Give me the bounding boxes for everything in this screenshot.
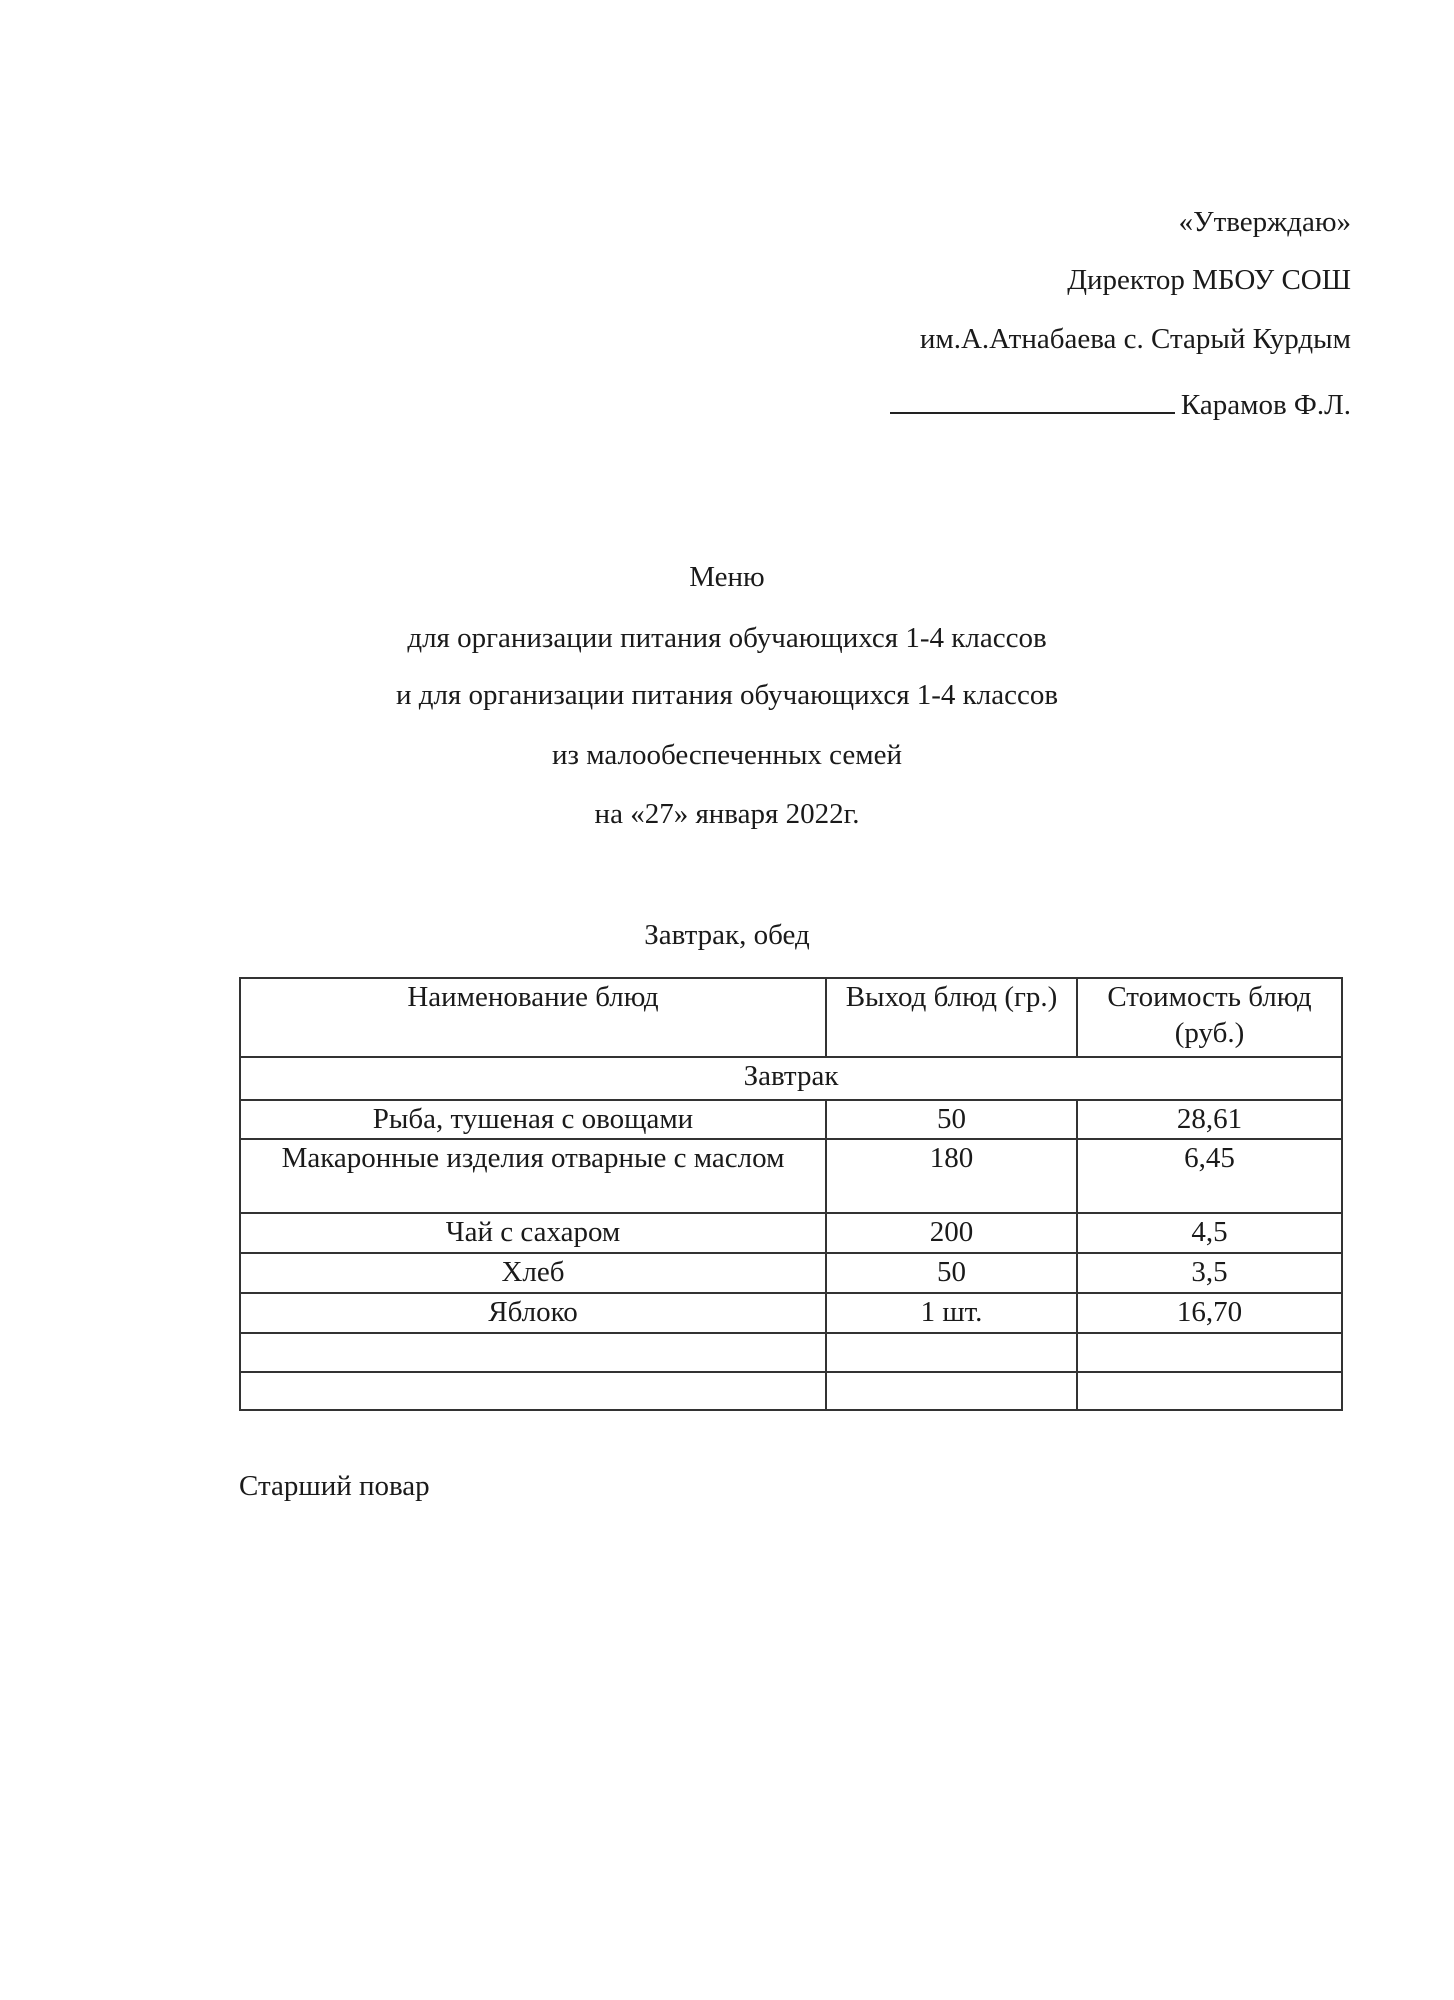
- dish-yield: 50: [826, 1100, 1077, 1139]
- approval-signature: [890, 386, 1351, 422]
- table-row: [240, 1293, 1342, 1333]
- dish-cost: 16,70: [1077, 1293, 1342, 1333]
- dish-cost: 28,61: [1077, 1100, 1342, 1139]
- dish-yield: 180: [826, 1139, 1077, 1213]
- table-header-row: [240, 978, 1342, 1057]
- doc-date: на «27» января 2022г.: [594, 798, 860, 830]
- header-cost: Стоимость блюд (руб.): [1077, 978, 1342, 1057]
- dish-name: Хлеб: [240, 1253, 826, 1293]
- cook-signature-label: Старший повар: [239, 1470, 430, 1502]
- doc-subtitle-3: из малообеспеченных семей: [551, 739, 903, 771]
- dish-cost: 6,45: [1077, 1139, 1342, 1213]
- dish-yield: 200: [826, 1213, 1077, 1253]
- dish-name: Рыба, тушеная с овощами: [240, 1100, 826, 1139]
- approval-title: «Утверждаю»: [1178, 206, 1351, 238]
- table-row: [240, 1139, 1342, 1213]
- dish-cost: 4,5: [1077, 1213, 1342, 1253]
- meal-label: Завтрак, обед: [644, 919, 810, 951]
- dish-name: Яблоко: [240, 1293, 826, 1333]
- table-row: [240, 1100, 1342, 1139]
- dish-cost: 3,5: [1077, 1253, 1342, 1293]
- empty-row: [240, 1372, 1342, 1410]
- doc-subtitle-1: для организации питания обучающихся 1-4 классов: [407, 622, 1047, 654]
- approval-school: им.А.Атнабаева с. Старый Курдым: [919, 323, 1351, 355]
- approval-name: Карамов Ф.Л.: [1180, 389, 1351, 421]
- menu-table: [239, 977, 1343, 1411]
- dish-yield: 1 шт.: [826, 1293, 1077, 1333]
- table-row: [240, 1253, 1342, 1293]
- dish-name: Макаронные изделия отварные с маслом: [240, 1139, 826, 1213]
- header-yield: Выход блюд (гр.): [826, 978, 1077, 1057]
- approval-position: Директор МБОУ СОШ: [1067, 264, 1351, 296]
- header-dish: Наименование блюд: [240, 978, 826, 1057]
- doc-title: Меню: [689, 561, 765, 593]
- dish-yield: 50: [826, 1253, 1077, 1293]
- doc-subtitle-2: и для организации питания обучающихся 1-4 классов: [395, 679, 1059, 711]
- section-row: Завтрак: [240, 1057, 1342, 1100]
- empty-row: [240, 1333, 1342, 1372]
- dish-name: Чай с сахаром: [240, 1213, 826, 1253]
- signature-line: [890, 386, 1175, 414]
- table-row: [240, 1213, 1342, 1253]
